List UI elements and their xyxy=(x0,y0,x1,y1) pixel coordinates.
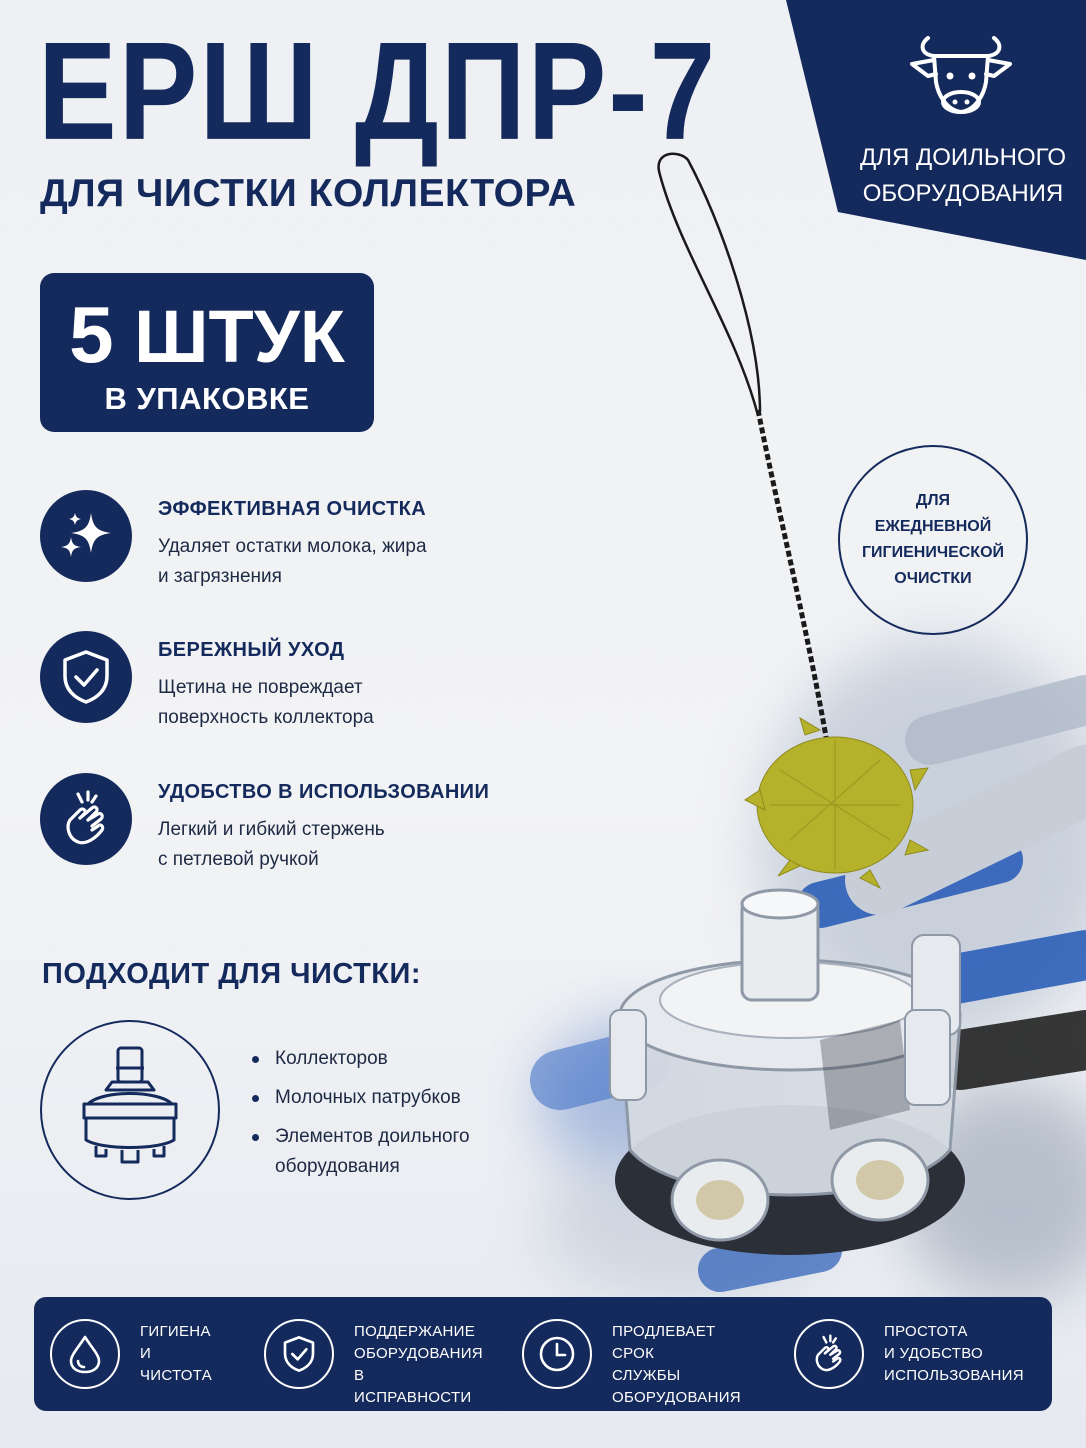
list-item: Элементов доильного оборудования xyxy=(248,1122,535,1182)
benefit-text: ПРОСТОТА И УДОБСТВО ИСПОЛЬЗОВАНИЯ xyxy=(884,1323,1024,1384)
suits-heading: ПОДХОДИТ ДЛЯ ЧИСТКИ: xyxy=(42,958,421,990)
feature-title: ЭФФЕКТИВНАЯ ОЧИСТКА xyxy=(158,498,427,520)
benefit-text: ПРОДЛЕВАЕТ СРОК СЛУЖБЫ ОБОРУДОВАНИЯ xyxy=(612,1323,741,1406)
feature-description xyxy=(158,532,538,592)
shield-check-icon xyxy=(264,1319,334,1389)
drop-icon xyxy=(50,1319,120,1389)
feature-title: УДОБСТВО В ИСПОЛЬЗОВАНИИ xyxy=(158,781,490,803)
benefits-bar xyxy=(34,1297,1052,1411)
pack-number: 5 xyxy=(69,290,114,379)
feature-item xyxy=(40,773,560,873)
clock-icon xyxy=(522,1319,592,1389)
feature-line: и загрязнения xyxy=(158,566,282,587)
page-subtitle: ДЛЯ ЧИСТКИ КОЛЛЕКТОРА xyxy=(40,172,577,215)
corner-line: ДЛЯ ДОИЛЬНОГО xyxy=(860,144,1066,171)
daily-hygiene-badge xyxy=(838,445,1028,635)
hand-gesture-icon xyxy=(794,1319,864,1389)
feature-title: БЕРЕЖНЫЙ УХОД xyxy=(158,639,345,661)
feature-description xyxy=(158,815,538,875)
badge-line: ОЧИСТКИ xyxy=(894,570,972,587)
corner-line: ОБОРУДОВАНИЯ xyxy=(862,180,1064,207)
feature-line: с петлевой ручкой xyxy=(158,849,319,870)
list-item: Коллекторов xyxy=(248,1044,535,1074)
sparkles-icon xyxy=(40,490,132,582)
feature-item xyxy=(40,631,560,731)
pack-unit: ШТУК xyxy=(134,295,345,378)
badge-line: ДЛЯ xyxy=(915,492,951,509)
list-item: Молочных патрубков xyxy=(248,1083,535,1113)
feature-line: поверхность коллектора xyxy=(158,707,374,728)
shield-check-icon xyxy=(40,631,132,723)
collector-icon xyxy=(40,1020,220,1200)
badge-line: ГИГИЕНИЧЕСКОЙ xyxy=(861,544,1005,561)
badge-line: ЕЖЕДНЕВНОЙ xyxy=(874,518,992,535)
brush-handle xyxy=(659,154,830,760)
feature-line: Щетина не повреждает xyxy=(158,677,363,698)
feature-line: Удаляет остатки молока, жира xyxy=(158,536,427,557)
hand-gesture-icon xyxy=(40,773,132,865)
feature-description xyxy=(158,673,538,733)
pack-caption: В УПАКОВКЕ xyxy=(104,381,310,416)
feature-item xyxy=(40,490,560,590)
collector-image xyxy=(610,890,965,1255)
benefit-text: ГИГИЕНА И ЧИСТОТА xyxy=(140,1323,213,1384)
feature-line: Легкий и гибкий стержень xyxy=(158,819,385,840)
suits-list xyxy=(248,1044,535,1191)
page-title: ЕРШ ДПР-7 xyxy=(38,13,718,170)
benefit-text: ПОДДЕРЖАНИЕ ОБОРУДОВАНИЯ В ИСПРАВНОСТИ xyxy=(354,1323,483,1406)
